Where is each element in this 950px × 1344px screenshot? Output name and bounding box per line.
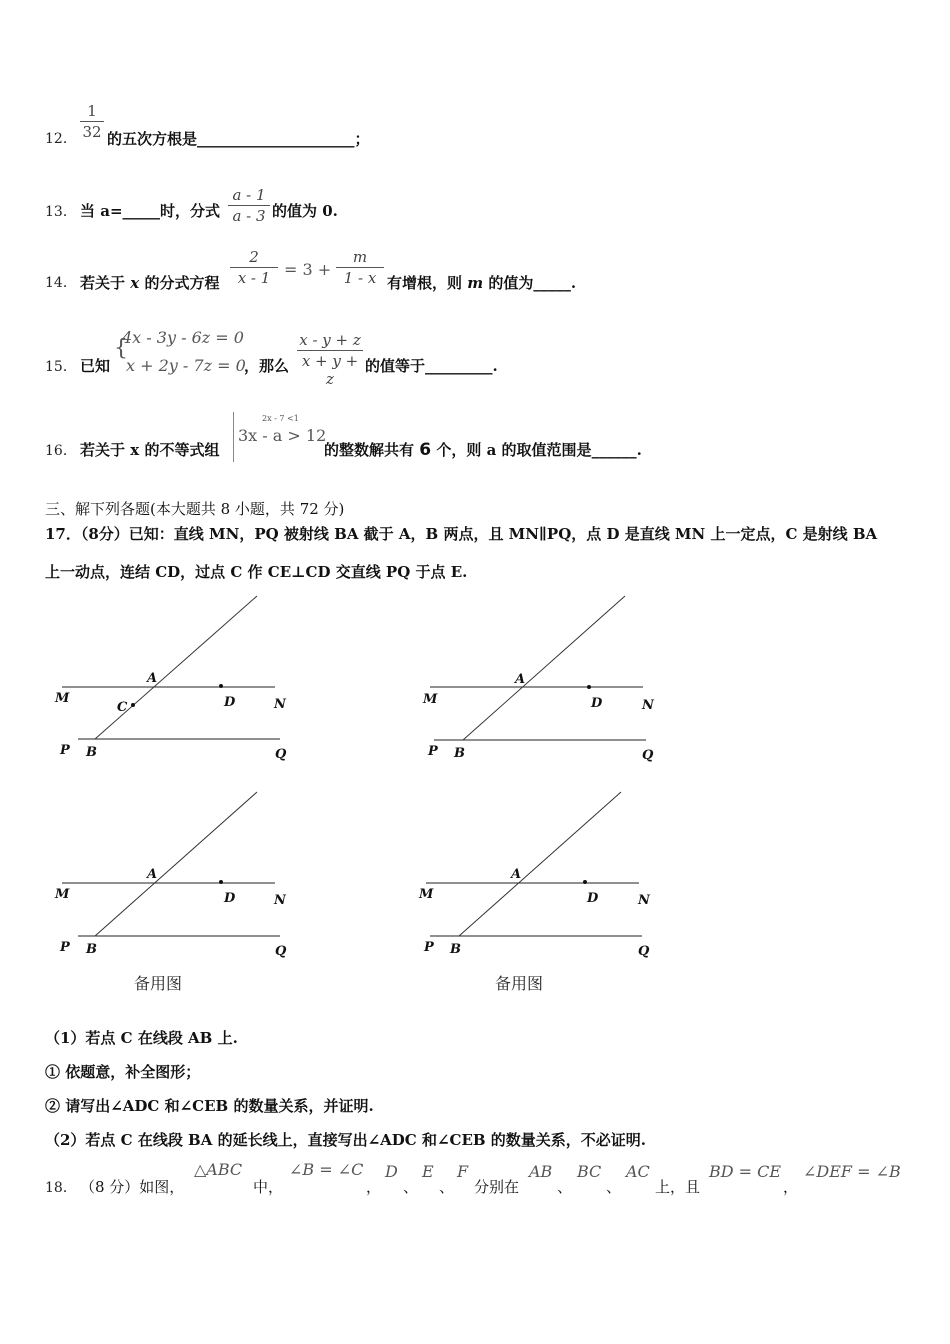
q18-sep-2: 、 bbox=[403, 1178, 419, 1196]
q12-fraction bbox=[80, 102, 104, 141]
q18-text-3: 上，且 bbox=[655, 1178, 701, 1196]
figure-4-caption: 备用图 bbox=[495, 974, 544, 993]
q14-frac1-bottom: x - 1 bbox=[237, 269, 271, 287]
label-B: B bbox=[86, 745, 97, 760]
q14-frac1-top: 2 bbox=[249, 248, 259, 266]
label-M: M bbox=[419, 887, 434, 902]
q18-segment-ac: AC bbox=[626, 1162, 650, 1181]
q14-text: 若关于 x 的分式方程 bbox=[80, 274, 220, 292]
q17-figure-4 bbox=[414, 786, 664, 966]
label-N: N bbox=[642, 698, 654, 713]
q15-number: 15． bbox=[45, 359, 77, 375]
figure-3-caption: 备用图 bbox=[134, 974, 183, 993]
q15-eq1: 4x - 3y - 6z = 0 bbox=[122, 328, 244, 347]
q14-fraction-2 bbox=[336, 248, 384, 287]
q14-blank: _____ bbox=[533, 274, 571, 292]
label-D: D bbox=[224, 695, 236, 710]
q12-number: 12． bbox=[45, 131, 77, 147]
q17-figure-1 bbox=[50, 590, 300, 770]
label-Q: Q bbox=[638, 944, 650, 959]
q16-ineq-main: 3x - a > 12 bbox=[238, 426, 327, 445]
label-D: D bbox=[591, 696, 603, 711]
q14-frac2-top: m bbox=[352, 248, 368, 266]
q17-part1b: ② 请写出∠ADC 和∠CEB 的数量关系，并证明. bbox=[45, 1097, 374, 1115]
q18-point-d: D bbox=[385, 1162, 398, 1181]
q17-figure-3 bbox=[50, 786, 300, 966]
q18-sep-1: ， bbox=[366, 1178, 382, 1196]
q16-ineq-top: 2x - 7 <1 bbox=[262, 414, 299, 423]
q14-fraction-1 bbox=[230, 248, 278, 287]
q18-segment-bc: BC bbox=[577, 1162, 602, 1181]
label-P: P bbox=[60, 940, 70, 955]
q18-sep-5: 、 bbox=[606, 1178, 622, 1196]
q18-point-f: F bbox=[457, 1162, 469, 1181]
label-B: B bbox=[86, 942, 97, 957]
label-Q: Q bbox=[642, 748, 654, 763]
q12-text: 的五次方根是_____________________； bbox=[107, 130, 370, 148]
label-M: M bbox=[423, 692, 438, 707]
q15-eq2: x + 2y - 7z = 0 bbox=[126, 356, 246, 375]
label-M: M bbox=[55, 691, 70, 706]
q13-text-end: 的值为 0. bbox=[272, 202, 338, 220]
q12-frac-top: 1 bbox=[87, 102, 97, 120]
q18-angle-def: ∠DEF = ∠B bbox=[803, 1162, 901, 1181]
q18-sep-4: 、 bbox=[557, 1178, 573, 1196]
q18-segment-ab: AB bbox=[529, 1162, 553, 1181]
q13-frac-bottom: a - 3 bbox=[232, 207, 266, 225]
q15-text-mid: ，那么 bbox=[244, 357, 290, 375]
q16-blank: ______ bbox=[591, 441, 637, 459]
q17-figure-2 bbox=[418, 590, 668, 770]
q14-frac2-bottom: 1 - x bbox=[343, 269, 377, 287]
q15-frac-top: x - y + z bbox=[299, 331, 361, 349]
label-B: B bbox=[450, 942, 461, 957]
q15-brace: { bbox=[114, 336, 128, 361]
label-C: C bbox=[117, 700, 128, 715]
q14-equals: = 3 + bbox=[284, 260, 332, 279]
q15-blank: _________ bbox=[425, 357, 493, 375]
section-3-title: 三、解下列各题(本大题共 8 小题，共 72 分) bbox=[45, 500, 345, 518]
label-N: N bbox=[274, 893, 286, 908]
q16-text: 若关于 x 的不等式组 bbox=[80, 441, 220, 459]
q13-fraction bbox=[228, 186, 270, 225]
q18-score: （8 分）如图， bbox=[80, 1178, 185, 1196]
label-Q: Q bbox=[275, 747, 287, 762]
label-A: A bbox=[515, 672, 526, 687]
q18-triangle: △ABC bbox=[194, 1160, 243, 1179]
q12-blank: _____________________ bbox=[197, 130, 355, 148]
label-P: P bbox=[424, 940, 434, 955]
q17-part2: （2）若点 C 在线段 BA 的延长线上，直接写出∠ADC 和∠CEB 的数量关系，不必证明. bbox=[45, 1131, 647, 1149]
q16-text-end: 的整数解共有 6 个，则 a 的取值范围是______. bbox=[324, 440, 642, 460]
label-D: D bbox=[587, 891, 599, 906]
q18-number: 18． bbox=[45, 1180, 77, 1196]
label-D: D bbox=[224, 891, 236, 906]
q14-text-end: 有增根，则 m 的值为_____. bbox=[387, 274, 577, 292]
q15-text-end: 的值等于_________. bbox=[365, 357, 498, 375]
label-P: P bbox=[60, 743, 70, 758]
q13-blank: _____ bbox=[122, 202, 161, 220]
q17-part1a: ① 依题意，补全图形； bbox=[45, 1063, 201, 1081]
label-P: P bbox=[428, 744, 438, 759]
q13-frac-top: a - 1 bbox=[232, 186, 266, 204]
q17-line1: 17．（8分）已知：直线 MN，PQ 被射线 BA 截于 A，B 两点，且 MN∥PQ，点 D 是直线 MN 上一定点，C 是射线 BA bbox=[45, 525, 878, 543]
q15-fraction bbox=[297, 331, 363, 388]
q18-sep-6: ， bbox=[783, 1178, 799, 1196]
q18-text-2: 分别在 bbox=[474, 1178, 520, 1196]
q18-point-e: E bbox=[422, 1162, 434, 1181]
label-Q: Q bbox=[275, 944, 287, 959]
label-M: M bbox=[55, 887, 70, 902]
label-A: A bbox=[511, 867, 522, 882]
q15-frac-bottom: x + y + z bbox=[301, 352, 359, 388]
q18-sep-3: 、 bbox=[439, 1178, 455, 1196]
label-N: N bbox=[274, 697, 286, 712]
q12-frac-bottom: 32 bbox=[82, 123, 102, 141]
q17-part1: （1）若点 C 在线段 AB 上. bbox=[45, 1029, 238, 1047]
q18-angle: ∠B = ∠C bbox=[289, 1160, 364, 1179]
q17-line2: 上一动点，连结 CD，过点 C 作 CE⊥CD 交直线 PQ 于点 E. bbox=[45, 563, 468, 581]
label-B: B bbox=[454, 746, 465, 761]
label-A: A bbox=[147, 867, 158, 882]
q13-text: 当 a=_____时，分式 bbox=[80, 202, 221, 220]
q13-number: 13． bbox=[45, 204, 77, 220]
q15-text: 已知 bbox=[80, 357, 111, 375]
q16-number: 16． bbox=[45, 443, 77, 459]
q18-text-1: 中， bbox=[253, 1178, 284, 1196]
q14-number: 14． bbox=[45, 275, 77, 291]
label-N: N bbox=[638, 893, 650, 908]
q16-brace-line bbox=[233, 412, 235, 462]
q18-equation: BD = CE bbox=[709, 1162, 782, 1181]
label-A: A bbox=[147, 671, 158, 686]
